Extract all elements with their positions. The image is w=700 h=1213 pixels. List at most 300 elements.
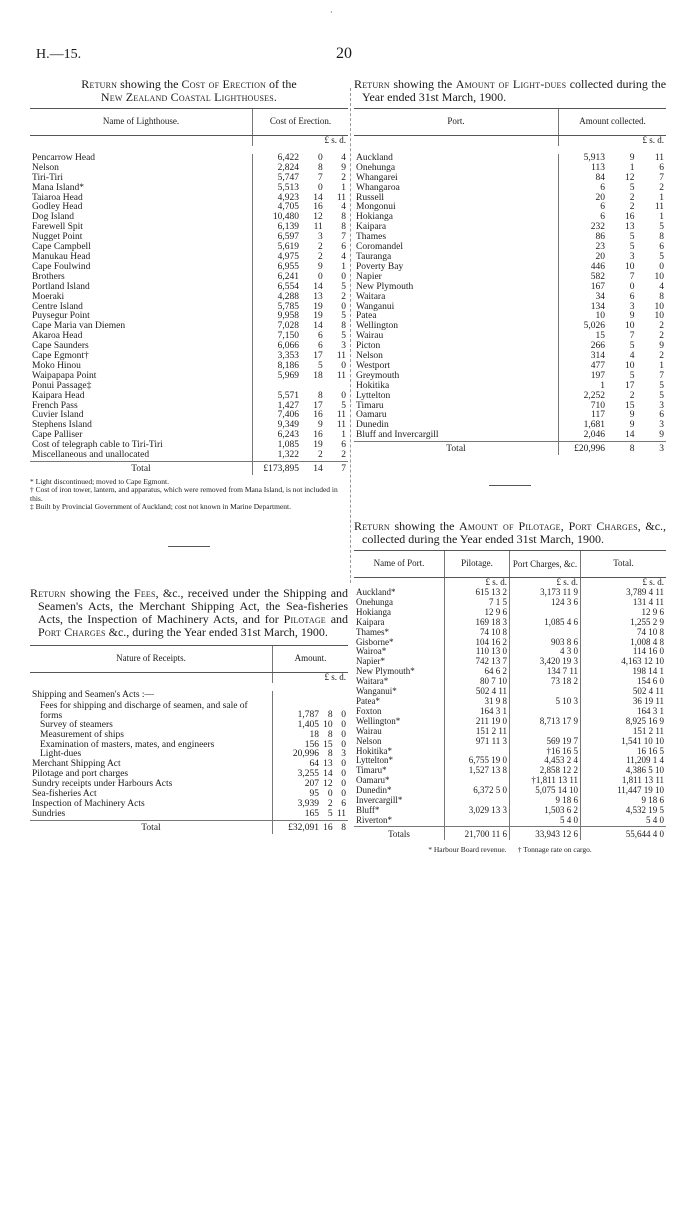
amount-pounds: 10,480 — [253, 213, 302, 223]
row-label-text: Miscellaneous and unallocated — [32, 450, 150, 461]
money-units: £ s. d. — [559, 136, 667, 146]
total-value: 1,541 10 10 — [581, 737, 667, 747]
amount-pence: 5 — [341, 311, 346, 322]
amount-shillings: 5 — [629, 370, 635, 381]
amount-shillings: 2 — [318, 242, 323, 253]
amount-pence: 1 — [659, 360, 664, 371]
total-row — [354, 826, 666, 839]
total-value: 502 4 11 — [581, 687, 667, 697]
row-label-text: Stephens Island — [32, 420, 92, 431]
total-value: 131 4 11 — [581, 598, 667, 608]
amount-pence: 11 — [654, 152, 664, 163]
amount-shillings: 8 — [318, 162, 323, 173]
amount-pence: 6 — [659, 242, 664, 253]
amount-pounds: 1,787 — [273, 701, 322, 721]
amount-shillings: 2 — [629, 390, 635, 401]
port-name: Foxton — [356, 705, 382, 716]
row-label-text: Manukau Head — [32, 251, 91, 262]
total-value: 154 6 0 — [581, 677, 667, 687]
row-label-text: Pilotage and port charges — [32, 769, 129, 780]
port-charges-value: 4,453 2 4 — [510, 756, 581, 766]
port-name: Patea* — [356, 695, 380, 706]
amount-pounds: 232 — [559, 223, 608, 233]
port-name: Nelson — [356, 735, 382, 746]
amount-shillings: 10 — [625, 321, 635, 332]
row-label-text: Picton — [356, 341, 381, 352]
table-row — [354, 402, 666, 412]
amount-shillings: 19 — [313, 301, 323, 312]
col-header-pilotage: Pilotage. — [445, 551, 510, 578]
row-label-text: Fees for shipping and discharge of seamen, and sale of forms — [40, 700, 248, 721]
table-row — [354, 154, 666, 164]
port-charges-value: †16 16 5 — [510, 747, 581, 757]
amount-pence: 1 — [341, 430, 346, 441]
pilotage-value: 7 1 5 — [445, 598, 510, 608]
row-label-text: Mongonui — [356, 202, 396, 213]
row-label-text: Inspection of Machinery Acts — [32, 798, 145, 809]
pilotage-value: 6,372 5 0 — [445, 786, 510, 796]
right-column — [354, 78, 666, 854]
row-label-text: Survey of steamers — [40, 719, 113, 730]
port-charges-value: 124 3 6 — [510, 598, 581, 608]
amount-pounds: 5,619 — [253, 243, 302, 253]
amount-pence: 0 — [341, 709, 346, 720]
amount-shillings — [321, 691, 335, 701]
row-label-text: Waitara — [356, 291, 386, 302]
amount-pounds: 1,405 — [273, 721, 322, 731]
spacer-row — [354, 146, 666, 154]
row-label-text: Timaru — [356, 400, 384, 411]
row-label-text: French Pass — [32, 400, 78, 411]
amount-shillings: 2 — [327, 798, 333, 809]
amount-shillings: 16 — [313, 430, 323, 441]
port-charges-value: 5 10 3 — [510, 697, 581, 707]
amount-pence: 0 — [341, 271, 346, 282]
amount-pence: 3 — [341, 341, 346, 352]
port-charges-value: 2,858 12 2 — [510, 766, 581, 776]
amount-shillings: 17 — [313, 351, 323, 362]
amount-pence: 11 — [336, 410, 346, 421]
port-name: Wanganui* — [356, 686, 397, 697]
table-row — [354, 372, 666, 382]
amount-pounds: 86 — [559, 233, 608, 243]
amount-shillings: 14 — [625, 430, 635, 441]
amount-pence: 2 — [659, 331, 664, 342]
table-row — [354, 263, 666, 273]
amount-shillings: 0 — [327, 789, 333, 800]
money-units: £ s. d. — [253, 136, 349, 146]
amount-pence: 1 — [341, 261, 346, 272]
amount-shillings: 9 — [629, 410, 635, 421]
amount-pounds: 6,066 — [253, 342, 302, 352]
amount-pence: 11 — [654, 202, 664, 213]
total-label: Total — [30, 820, 273, 833]
amount-shillings: 8 — [318, 390, 323, 401]
row-label — [30, 691, 273, 701]
total-value: 8 — [335, 820, 348, 833]
amount-pounds: 6,554 — [253, 283, 302, 293]
amount-pounds: 4,288 — [253, 293, 302, 303]
port-name: Hokianga — [356, 606, 391, 617]
row-label-text: Farewell Spit — [32, 222, 83, 233]
table-row — [354, 747, 666, 757]
light-dues-title: Return showing the Amount of Light-dues collected during the Year ended 31st March, 1900. — [354, 77, 667, 104]
row-label-text: Kaipara Head — [32, 390, 85, 401]
row-label-text: Nugget Point — [32, 232, 83, 243]
amount-pounds: 9,349 — [253, 421, 302, 431]
row-label-text: Centre Island — [32, 301, 83, 312]
row-label-text: Cape Saunders — [32, 341, 89, 352]
row-label — [354, 392, 559, 402]
amount-shillings: 17 — [625, 380, 635, 391]
table-row — [354, 312, 666, 322]
port-charges-value: 1,085 4 6 — [510, 618, 581, 628]
amount-pounds: 5,747 — [253, 174, 302, 184]
table-row — [30, 203, 348, 213]
amount-shillings: 7 — [318, 172, 323, 183]
amount-pounds: 18 — [273, 731, 322, 741]
amount-pounds: 1,085 — [253, 441, 302, 451]
amount-pence: 5 — [341, 331, 346, 342]
amount-pence: 4 — [341, 152, 346, 163]
amount-pence: 8 — [341, 321, 346, 332]
total-value: 1,008 4 8 — [581, 638, 667, 648]
amount-pence: 8 — [341, 212, 346, 223]
amount-pounds: 4,705 — [253, 203, 302, 213]
table-row — [354, 203, 666, 213]
row-label-text: Sundries — [32, 808, 66, 819]
row-label-text: Examination of masters, mates, and engineers — [40, 739, 215, 750]
total-value: 114 16 0 — [581, 647, 667, 657]
amount-pounds: 2,824 — [253, 164, 302, 174]
footnote: ‡ Built by Provincial Government of Auckland; cost not known in Marine Department. — [30, 502, 291, 512]
amount-pence: 0 — [341, 729, 346, 740]
table-row — [30, 691, 348, 701]
row-label-text: Hokitika — [356, 380, 390, 391]
port-name: Wairoa* — [356, 646, 387, 657]
row-label-text: Akaroa Head — [32, 331, 83, 342]
port-name: Auckland* — [356, 587, 396, 597]
row-label-text: Nelson — [32, 162, 59, 173]
row-label — [30, 701, 273, 721]
pilotage-value: 74 10 8 — [445, 628, 510, 638]
spacer-cell — [30, 672, 273, 682]
amount-pounds: 314 — [559, 352, 608, 362]
amount-shillings: 12 — [625, 172, 635, 183]
amount-pounds: 197 — [559, 372, 608, 382]
total-value: 36 19 11 — [581, 697, 667, 707]
amount-pence: 9 — [659, 430, 664, 441]
table-row — [30, 810, 348, 820]
amount-shillings: 13 — [625, 222, 635, 233]
amount-pence: 4 — [341, 251, 346, 262]
port-name: Dunedin* — [356, 785, 392, 796]
amount-shillings: 10 — [323, 719, 333, 730]
table-row — [354, 174, 666, 184]
amount-pence: 2 — [341, 172, 346, 183]
money-units: £ s. d. — [581, 578, 667, 588]
total-row — [30, 462, 348, 475]
amount-pence: 6 — [341, 242, 346, 253]
row-label-text: Tauranga — [356, 251, 392, 262]
amount-pence: 3 — [659, 420, 664, 431]
total-value: £20,996 — [559, 442, 608, 455]
lighthouse-table — [30, 108, 348, 475]
col-header-port: Port. — [354, 109, 559, 136]
table-row — [354, 707, 666, 717]
amount-pounds: 165 — [273, 810, 322, 820]
document-code: H.—15. — [36, 47, 82, 62]
amount-pence: 4 — [341, 202, 346, 213]
amount-pence: 8 — [659, 291, 664, 302]
amount-pence: 0 — [341, 779, 346, 790]
amount-pounds — [273, 691, 322, 701]
row-label-text: Lyttelton — [356, 390, 391, 401]
amount-pence: 10 — [654, 311, 664, 322]
table-row — [30, 701, 348, 721]
row-label-text: Taiaroa Head — [32, 192, 83, 203]
row-label-text: Poverty Bay — [356, 261, 404, 272]
amount-pounds: 113 — [559, 164, 608, 174]
table-row — [354, 628, 666, 638]
money-units-row — [354, 578, 666, 588]
amount-pounds: 3,939 — [273, 800, 322, 810]
total-row — [354, 442, 666, 455]
pilotage-value: 211 19 0 — [445, 717, 510, 727]
pilotage-table — [354, 550, 666, 840]
table-row — [354, 194, 666, 204]
port-name: Lyttelton* — [356, 755, 393, 766]
amount-shillings: 9 — [318, 420, 323, 431]
amount-shillings: 6 — [629, 291, 635, 302]
total-value: 16 — [321, 820, 335, 833]
total-value: 7 — [325, 462, 348, 475]
amount-pence: 11 — [336, 192, 346, 203]
port-name: Waitara* — [356, 676, 389, 687]
amount-pounds: 64 — [273, 760, 322, 770]
amount-shillings: 11 — [313, 222, 323, 233]
row-label — [354, 322, 559, 332]
amount-pounds: 7,406 — [253, 411, 302, 421]
footnote: † Tonnage rate on cargo. — [517, 844, 592, 854]
amount-pence: 3 — [341, 749, 346, 760]
amount-pence: 0 — [341, 759, 346, 770]
amount-pounds: 582 — [559, 273, 608, 283]
table-row — [354, 392, 666, 402]
total-value: £173,895 — [253, 462, 302, 475]
amount-shillings: 6 — [318, 341, 323, 352]
amount-shillings: 9 — [629, 420, 635, 431]
port-charges-value: 3,173 11 9 — [510, 588, 581, 598]
amount-pounds: 167 — [559, 283, 608, 293]
col-header-nature: Nature of Receipts. — [30, 645, 273, 672]
amount-pence: 0 — [341, 719, 346, 730]
total-row — [30, 820, 348, 833]
footnote: * Harbour Board revenue. — [428, 844, 507, 854]
amount-shillings: 2 — [318, 450, 323, 461]
total-value: 16 16 5 — [581, 747, 667, 757]
pilotage-value: 164 3 1 — [445, 707, 510, 717]
row-label — [354, 342, 559, 352]
row-label — [354, 431, 559, 441]
amount-shillings: 15 — [625, 400, 635, 411]
total-value: 74 10 8 — [581, 628, 667, 638]
amount-shillings: 5 — [629, 341, 635, 352]
total-label: Totals — [354, 826, 445, 839]
pilotage-value: 104 16 2 — [445, 638, 510, 648]
total-value: 151 2 11 — [581, 727, 667, 737]
amount-shillings: 12 — [313, 212, 323, 223]
amount-shillings: 5 — [629, 242, 635, 253]
port-charges-value: 5 4 0 — [510, 816, 581, 826]
amount-shillings: 19 — [313, 311, 323, 322]
table-row — [354, 598, 666, 608]
amount-pence: 7 — [659, 172, 664, 183]
total-value: 8 — [607, 442, 637, 455]
row-label-text: Dog Island — [32, 212, 74, 223]
port-name: Bluff* — [356, 804, 380, 815]
total-value: 198 14 1 — [581, 667, 667, 677]
pilotage-value: 151 2 11 — [445, 727, 510, 737]
row-label-text: Kaipara — [356, 222, 387, 233]
amount-pounds: 156 — [273, 741, 322, 751]
amount-pounds: 477 — [559, 362, 608, 372]
port-name: Timaru* — [356, 765, 387, 776]
amount-pence: 2 — [659, 321, 664, 332]
table-row — [354, 697, 666, 707]
amount-shillings: 14 — [313, 321, 323, 332]
amount-pence: 1 — [341, 182, 346, 193]
amount-shillings: 14 — [313, 281, 323, 292]
row-label — [354, 263, 559, 273]
amount-pence: 0 — [341, 390, 346, 401]
total-value: 33,943 12 6 — [510, 826, 581, 839]
amount-pence: 6 — [341, 440, 346, 451]
row-label-text: Hokianga — [356, 212, 393, 223]
row-label — [354, 184, 559, 194]
port-name: Oamaru* — [356, 775, 390, 786]
amount-pence: 9 — [659, 341, 664, 352]
row-label-text: Patea — [356, 311, 377, 322]
amount-pounds: 20 — [559, 253, 608, 263]
row-label — [354, 332, 559, 342]
row-label-text: Whangarei — [356, 172, 398, 183]
port-name: Hokitika* — [356, 745, 392, 756]
money-units-row — [30, 136, 348, 146]
pilotage-value: 6,755 19 0 — [445, 756, 510, 766]
port-name: Kaipara — [356, 616, 385, 627]
table-row — [30, 451, 348, 461]
amount-pence: 7 — [341, 232, 346, 243]
amount-pounds: 7,150 — [253, 332, 302, 342]
row-label-text: Merchant Shipping Act — [32, 759, 121, 770]
table-row — [354, 766, 666, 776]
amount-pence: 0 — [341, 769, 346, 780]
amount-shillings: 13 — [313, 291, 323, 302]
amount-pounds: 3,255 — [273, 770, 322, 780]
amount-pounds: 1,427 — [253, 402, 302, 412]
amount-pence: 5 — [659, 251, 664, 262]
table-row — [354, 618, 666, 628]
amount-pence: 3 — [659, 400, 664, 411]
amount-pounds: 6 — [559, 184, 608, 194]
amount-pounds: 84 — [559, 174, 608, 184]
amount-shillings: 8 — [327, 729, 333, 740]
amount-pence: 0 — [341, 301, 346, 312]
pilotage-value — [445, 816, 510, 826]
left-column — [30, 78, 348, 834]
total-value: 4,532 19 5 — [581, 806, 667, 816]
total-value: £32,091 — [273, 820, 322, 833]
port-name: Gisborne* — [356, 636, 394, 647]
row-label-text: Mana Island* — [32, 182, 84, 193]
total-value: 55,644 4 0 — [581, 826, 667, 839]
row-label-text: Westport — [356, 360, 391, 371]
amount-pounds: 5,785 — [253, 303, 302, 313]
amount-pence: 8 — [341, 222, 346, 233]
amount-shillings: 3 — [629, 251, 635, 262]
footnote: * Light discontinued; moved to Cape Egmont. — [30, 476, 169, 486]
table-row — [354, 667, 666, 677]
amount-pounds: 5,513 — [253, 184, 302, 194]
port-name: Invercargill* — [356, 795, 403, 806]
amount-shillings: 10 — [625, 360, 635, 371]
money-units: £ s. d. — [445, 578, 510, 588]
amount-shillings: 3 — [318, 232, 323, 243]
amount-pence: 2 — [659, 351, 664, 362]
col-header-cost: Cost of Erection. — [253, 109, 349, 136]
total-value: 11,209 1 4 — [581, 756, 667, 766]
amount-shillings: 9 — [629, 311, 635, 322]
amount-pounds: 2,046 — [559, 431, 608, 441]
spacer-cell — [30, 136, 253, 146]
amount-shillings: 0 — [318, 152, 323, 163]
total-value: 14 — [301, 462, 325, 475]
row-label-text: Cuvier Island — [32, 410, 84, 421]
row-label-text: Cape Campbell — [32, 242, 91, 253]
row-label-text: Waipapapa Point — [32, 370, 97, 381]
pilotage-value: 12 9 6 — [445, 608, 510, 618]
money-units-row — [354, 136, 666, 146]
port-name: New Plymouth* — [356, 666, 415, 677]
amount-shillings: 16 — [625, 212, 635, 223]
table-row — [354, 806, 666, 816]
table-row — [30, 800, 348, 810]
row-label-text: Cape Egmont† — [32, 351, 89, 362]
amount-pounds: 95 — [273, 790, 322, 800]
row-label-text: Shipping and Seamen's Acts :— — [32, 689, 155, 700]
total-value: 11,447 19 10 — [581, 786, 667, 796]
amount-shillings: 4 — [629, 351, 635, 362]
total-value: 5 4 0 — [581, 816, 667, 826]
top-mark: · — [330, 8, 333, 17]
amount-shillings: 2 — [318, 251, 323, 262]
total-value: 4,386 5 10 — [581, 766, 667, 776]
total-value: 21,700 11 6 — [445, 826, 510, 839]
row-label-text: Sundry receipts under Harbours Acts — [32, 779, 173, 790]
row-label-text: Light-dues — [40, 749, 82, 760]
port-charges-value: 4 3 0 — [510, 647, 581, 657]
amount-pence: 5 — [659, 222, 664, 233]
total-value: 1,255 2 9 — [581, 618, 667, 628]
amount-pounds: 6,422 — [253, 154, 302, 164]
table-row — [30, 164, 348, 174]
table-row — [354, 243, 666, 253]
amount-pounds: 134 — [559, 303, 608, 313]
money-units: £ s. d. — [273, 672, 349, 682]
port-charges-value: 9 18 6 — [510, 796, 581, 806]
table-row — [354, 608, 666, 618]
